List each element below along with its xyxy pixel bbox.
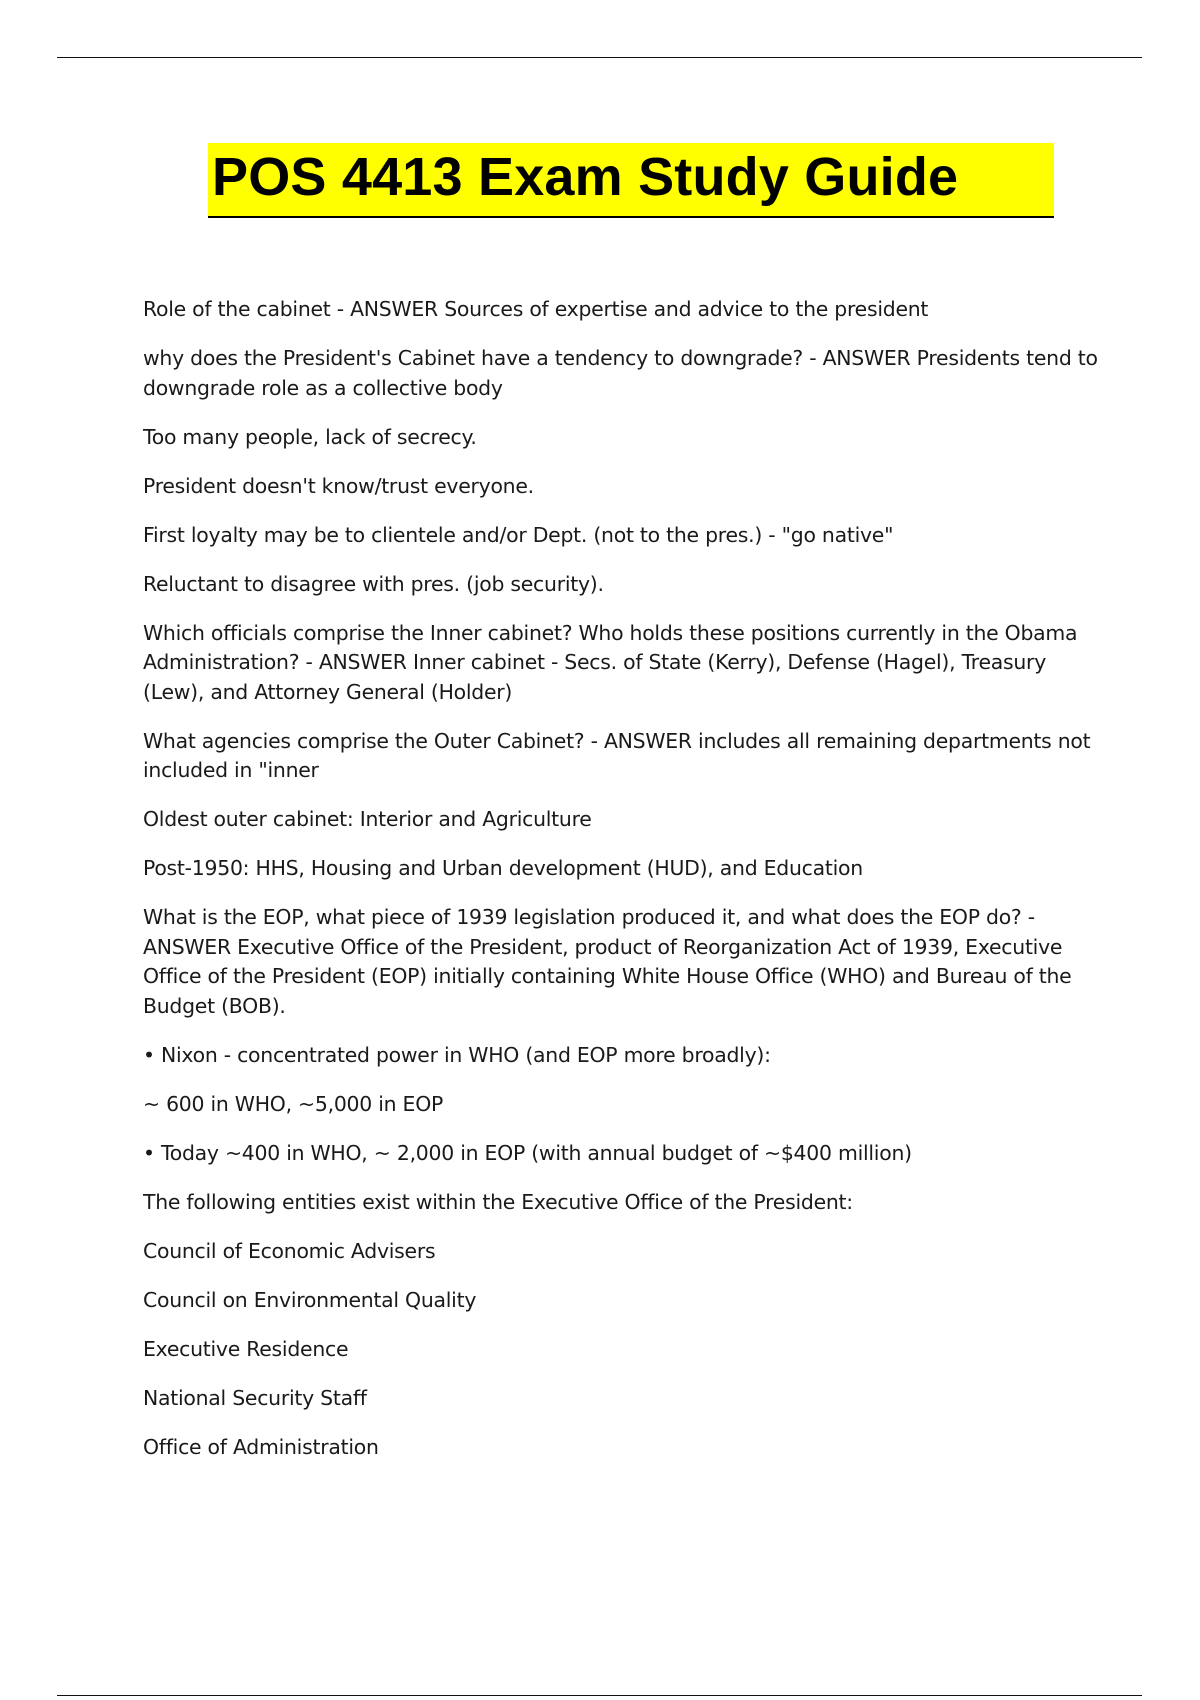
bottom-rule [57,1695,1142,1696]
paragraph: What agencies comprise the Outer Cabinet? - ANSWER includes all remaining departments not included in "inner [143,728,1091,782]
document-body [143,295,1103,1482]
paragraph: Post-1950: HHS, Housing and Urban development (HUD), and Education [143,856,863,880]
page-title: POS 4413 Exam Study Guide [208,143,1054,218]
paragraph: ~ 600 in WHO, ~5,000 in EOP [143,1091,444,1116]
paragraph: First loyalty may be to clientele and/or Dept. (not to the pres.) - "go native" [143,522,894,547]
paragraph: Which officials comprise the Inner cabinet? Who holds these positions currently in the Obama Administration? - ANSWER Inner cabinet - Secs. of State (Kerry), Defense (Hagel), Treasury (Lew), and Attorney General (Holder) [143,620,1078,704]
title-banner [208,143,1054,218]
paragraph: Too many people, lack of secrecy. [143,424,477,449]
paragraph: Council of Economic Advisers [143,1238,436,1263]
paragraph: Reluctant to disagree with pres. (job security). [143,571,604,596]
paragraph: President doesn't know/trust everyone. [143,473,534,498]
paragraph: Council on Environmental Quality [143,1287,477,1312]
paragraph: Role of the cabinet - ANSWER Sources of expertise and advice to the president [143,297,929,321]
top-rule [57,57,1142,58]
paragraph: why does the President's Cabinet have a tendency to downgrade? - ANSWER Presidents tend to downgrade role as a collective body [143,346,1098,400]
paragraph: • Nixon - concentrated power in WHO (and EOP more broadly): [143,1042,771,1067]
paragraph: National Security Staff [143,1385,367,1410]
paragraph: Executive Residence [143,1336,349,1361]
paragraph: • Today ~400 in WHO, ~ 2,000 in EOP (with annual budget of ~$400 million) [143,1140,912,1165]
paragraph: Oldest outer cabinet: Interior and Agriculture [143,807,592,831]
paragraph: What is the EOP, what piece of 1939 legislation produced it, and what does the EOP do? - ANSWER Executive Office of the President, product of Reorganization Act of 1939, Executive Office of the President (EOP) initially containing White House Office (WHO) and Bureau of the Budget (BOB). [143,905,1072,1018]
paragraph: Office of Administration [143,1434,379,1459]
paragraph: The following entities exist within the Executive Office of the President: [143,1189,853,1214]
